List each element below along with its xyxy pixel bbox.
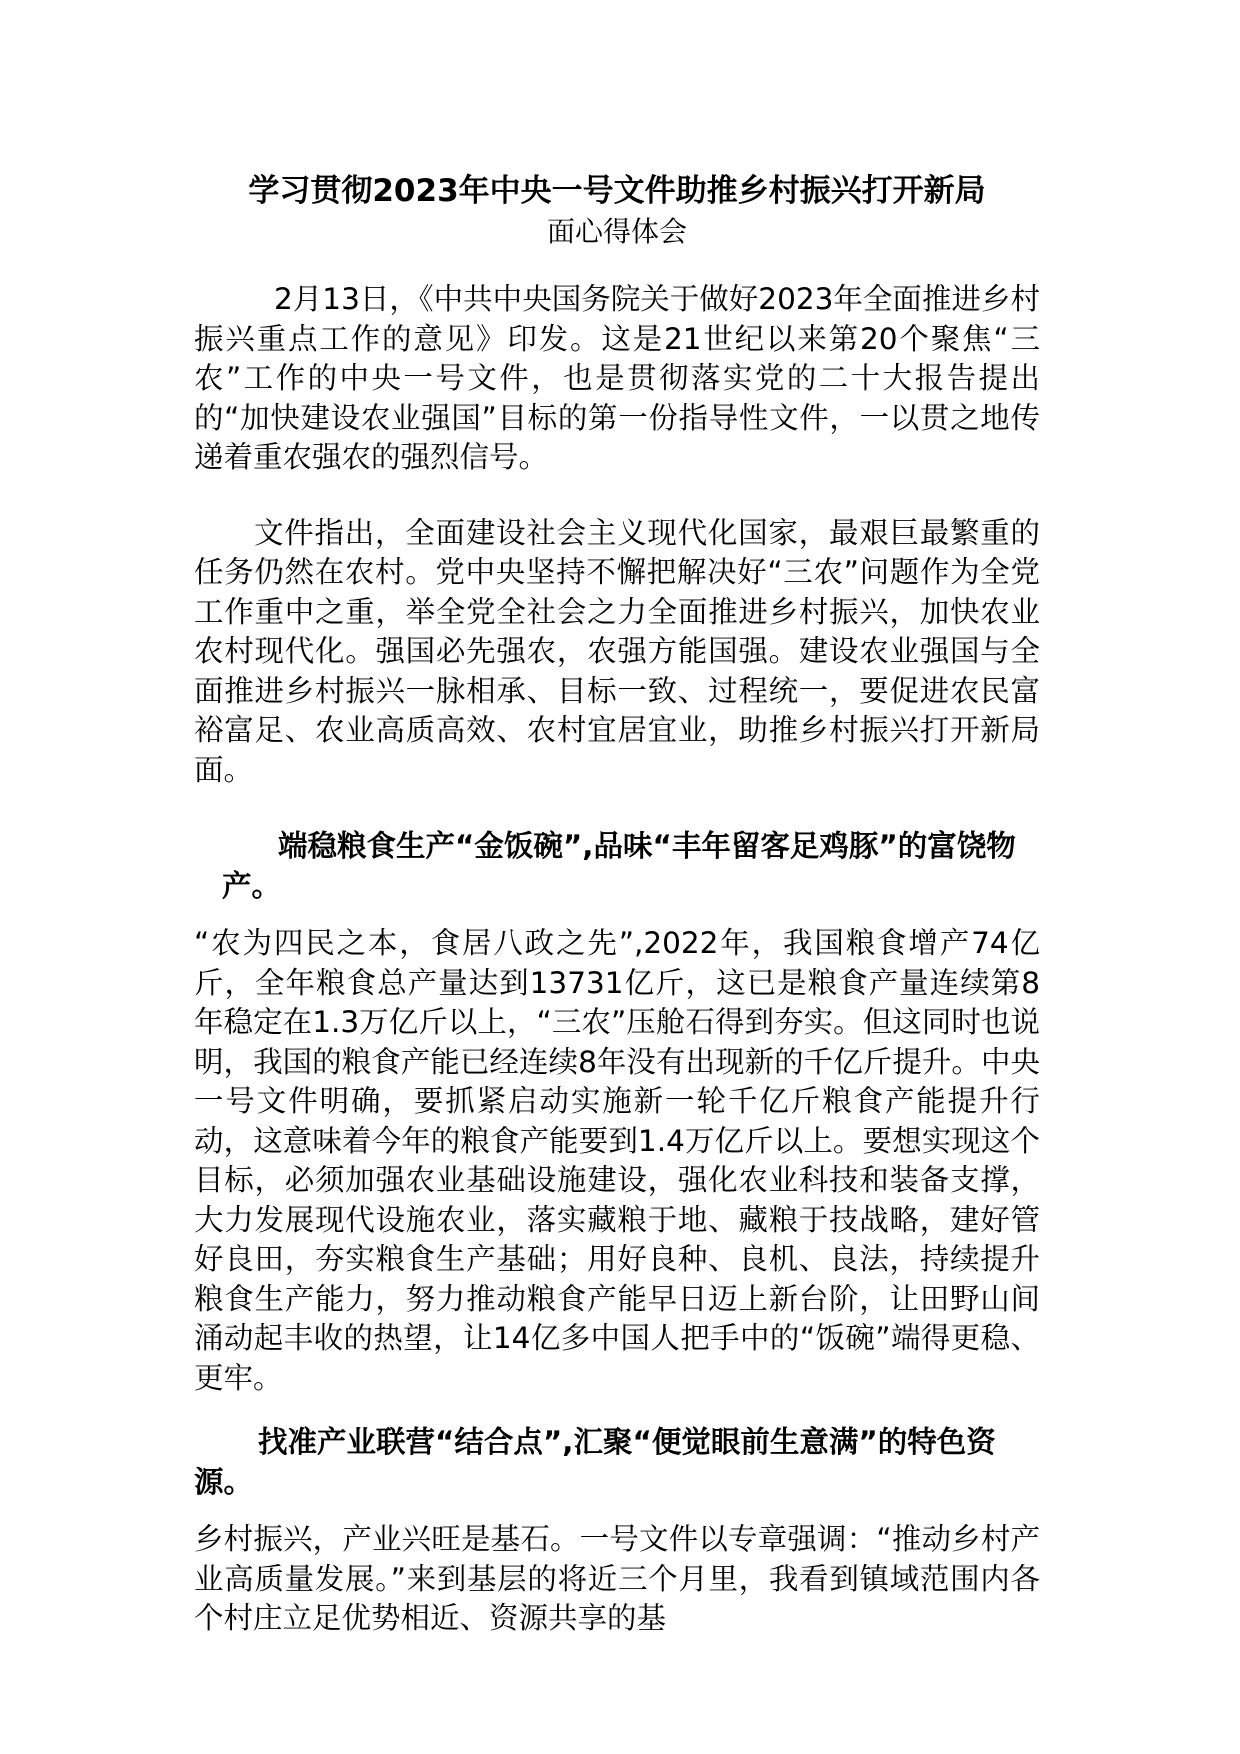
section-heading-industry: 找准产业联营“结合点”,汇聚“便觉眼前生意满”的特色资源。: [194, 1425, 996, 1499]
paragraph-overview: 文件指出，全面建设社会主义现代化国家，最艰巨最繁重的任务仍然在农村。党中央坚持不懈把解决好“三农”问题作为全党工作重中之重，举全党全社会之力全面推进乡村振兴，加快农业农村现代化。强国必先强农，农强方能国强。建设农业强国与全面推进乡村振兴一脉相承、目标一致、过程统一，要促进农民富裕富足、农业高质高效、农村宜居宜业，助推乡村振兴打开新局面。: [194, 515, 1040, 787]
document-subtitle: 面心得体会: [546, 215, 687, 248]
paragraph-intro: 2月13日，《中共中央国务院关于做好2023年全面推进乡村振兴重点工作的意见》印发。这是21世纪以来第20个聚焦“三农”工作的中央一号文件，也是贯彻落实党的二十大报告提出的“加快建设农业强国”目标的第一份指导性文件，一以贯之地传递着重农强农的强烈信号。: [194, 282, 1040, 474]
document-title: 学习贯彻2023年中央一号文件助推乡村振兴打开新局: [248, 173, 986, 209]
paragraph-industry: 乡村振兴，产业兴旺是基石。一号文件以专章强调：“推动乡村产业高质量发展。”来到基层的将近三个月里，我看到镇域范围内各个村庄立足优势相近、资源共享的基: [194, 1522, 1040, 1635]
paragraph-grain: “农为四民之本，食居八政之先”,2022年，我国粮食增产74亿斤，全年粮食总产量达到13731亿斤，这已是粮食产量连续第8年稳定在1.3万亿斤以上，“三农”压舱石得到夯实。但这同时也说明，我国的粮食产能已经连续8年没有出现新的千亿斤提升。中央一号文件明确，要抓紧启动实施新一轮千亿斤粮食产能提升行动，这意味着今年的粮食产能要到1.4万亿斤以上。要想实现这个目标，必须加强农业基础设施建设，强化农业科技和装备支撑，大力发展现代设施农业，落实藏粮于地、藏粮于技战略，建好管好良田，夯实粮食生产基础；用好良种、良机、良法，持续提升粮食生产能力，努力推动粮食产能早日迈上新台阶，让田野山间涌动起丰收的热望，让14亿多中国人把手中的“饭碗”端得更稳、更牢。: [194, 926, 1040, 1395]
document-page: [194, 170, 1040, 1675]
section-heading-grain: 端稳粮食生产“金饭碗”,品味“丰年留客足鸡豚”的富饶物产。: [222, 829, 1016, 903]
